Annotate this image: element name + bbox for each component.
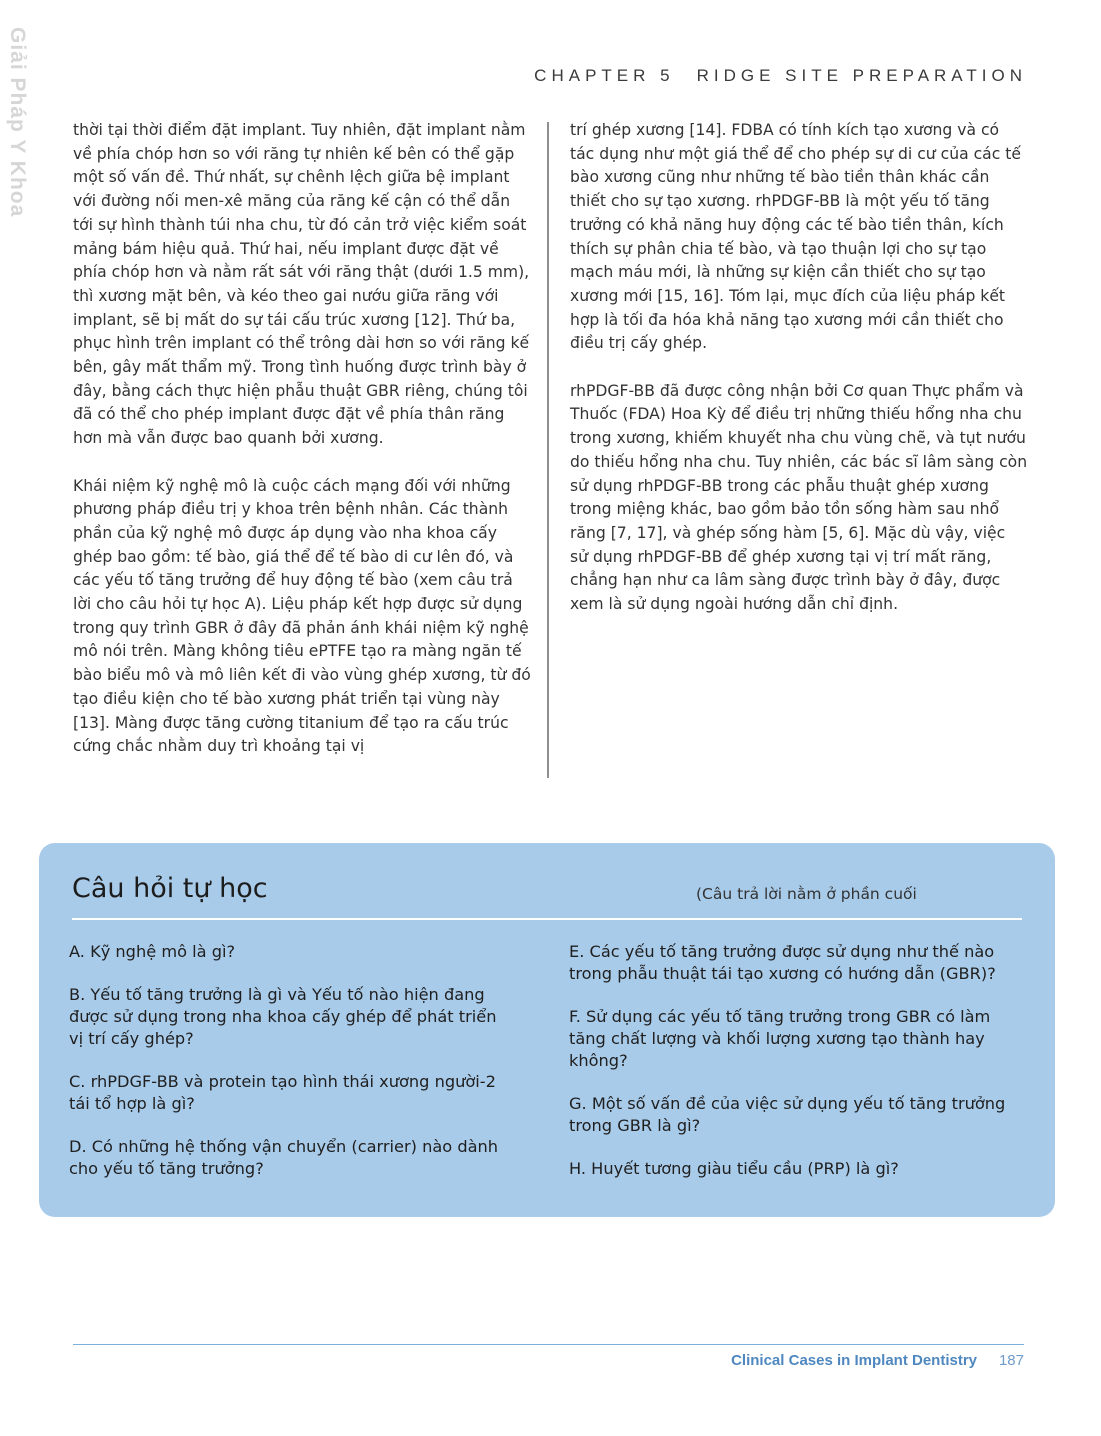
question-item: E. Các yếu tố tăng trưởng được sử dụng như thế nào trong phẫu thuật tái tạo xương có hướng dẫn (GBR)? [569, 942, 996, 983]
question-item: B. Yếu tố tăng trưởng là gì và Yếu tố nào hiện đang được sử dụng trong nha khoa cấy ghép để phát triển vị trí cấy ghép? [69, 985, 497, 1048]
question-item: A. Kỹ nghệ mô là gì? [69, 942, 236, 961]
question-item: D. Có những hệ thống vận chuyển (carrier) nào dành cho yếu tố tăng trưởng? [69, 1137, 499, 1178]
question-item: C. rhPDGF-BB và protein tạo hình thái xương người-2 tái tổ hợp là gì? [69, 1072, 496, 1113]
self-study-note: (Câu trả lời nằm ở phần cuối [696, 885, 917, 903]
chapter-label: CHAPTER 5 [534, 66, 675, 85]
footer-rule [73, 1344, 1024, 1345]
body-paragraph: thời tại thời điểm đặt implant. Tuy nhiên, đặt implant nằm về phía chóp hơn so với răng tự nhiên kế bên có thể gặp một số vấn đề. Thứ nhất, sự chênh lệch giữa bệ implant với đường nối men-xê măng của răng kế cận có thể dẫn tới sự hình thành túi nha chu, từ đó cản trở việc kiểm soát mảng bám hiệu quả. Thứ hai, nếu implant được đặt về phía chóp hơn và nằm rất sát với răng thật (dưới 1.5 mm), thì xương mặt bên, và kéo theo gai nướu giữa răng với implant, sẽ bị mất do sự tái cấu trúc xương [12]. Thứ ba, phục hình trên implant có thể trông dài hơn so với răng kế bên, gây mất thẩm mỹ. Trong tình huống được trình bày ở đây, bằng cách thực hiện phẫu thuật GBR riêng, chúng tôi đã có thể cho phép implant được đặt về phía thân răng hơn mà vẫn được bao quanh bởi xương. [73, 121, 530, 448]
footer-book-title: Clinical Cases in Implant Dentistry [731, 1352, 977, 1369]
body-paragraph: trí ghép xương [14]. FDBA có tính kích tạo xương và có tác dụng như một giá thể để cho phép sự di cư của các tế bào xương cũng như những tế bào tiền thân khác cần thiết cho sự tạo xương. rhPDGF-BB là một yếu tố tăng trưởng có khả năng huy động các tế bào tiền thân, kích thích sự phân chia tế bào, và tạo thuận lợi cho sự tạo mạch máu mới, là những sự kiện cần thiết cho sự tạo xương mới [15, 16]. Tóm lại, mục đích của liệu pháp kết hợp là tối đa hóa khả năng tạo xương mới cần thiết cho điều trị cấy ghép. [570, 121, 1021, 353]
chapter-header [534, 66, 1027, 86]
page-number: 187 [998, 1352, 1024, 1369]
questions-left [69, 941, 509, 1201]
self-study-title: Câu hỏi tự học [72, 873, 268, 904]
self-study-box [39, 843, 1055, 1217]
body-column-left [73, 119, 531, 783]
column-divider [547, 122, 549, 778]
self-study-divider [72, 918, 1022, 920]
body-paragraph: Khái niệm kỹ nghệ mô là cuộc cách mạng đối với những phương pháp điều trị y khoa trên bệnh nhân. Các thành phần của kỹ nghệ mô được áp dụng vào nha khoa cấy ghép bao gồm: tế bào, giá thể để tế bào di cư lên đó, và các yếu tố tăng trưởng để huy động tế bào (xem câu trả lời cho câu hỏi tự học A). Liệu pháp kết hợp được sử dụng trong quy trình GBR ở đây đã phản ánh khái niệm kỹ nghệ mô nói trên. Màng không tiêu ePTFE tạo ra màng ngăn tế bào biểu mô và mô liên kết đi vào vùng ghép xương, từ đó tạo điều kiện cho tế bào xương phát triển tại vùng này [13]. Màng được tăng cường titanium để tạo ra cấu trúc cứng chắc nhằm duy trì khoảng tại vị [73, 476, 531, 756]
question-item: G. Một số vấn đề của việc sử dụng yếu tố tăng trưởng trong GBR là gì? [569, 1094, 1006, 1135]
watermark-text: Giải Pháp Y Khoa [6, 27, 29, 218]
questions-right [569, 941, 1009, 1201]
section-label: RIDGE SITE PREPARATION [696, 66, 1027, 85]
question-item: F. Sử dụng các yếu tố tăng trưởng trong GBR có làm tăng chất lượng và khối lượng xương tạo thành hay không? [569, 1007, 991, 1070]
question-item: H. Huyết tương giàu tiểu cầu (PRP) là gì? [569, 1159, 899, 1178]
body-column-right [570, 119, 1028, 640]
body-paragraph: rhPDGF-BB đã được công nhận bởi Cơ quan Thực phẩm và Thuốc (FDA) Hoa Kỳ để điều trị những thiếu hổng nha chu trong xương, khiếm khuyết nha chu vùng chẽ, và tụt nướu do thiếu hổng nha chu. Tuy nhiên, các bác sĩ lâm sàng còn sử dụng rhPDGF-BB trong các phẫu thuật ghép xương trong miệng khác, bao gồm bảo tồn sống hàm sau nhổ răng [7, 17], và ghép sống hàm [5, 6]. Mặc dù vậy, việc sử dụng rhPDGF-BB để ghép xương tại vị trí mất răng, chẳng hạn như ca lâm sàng được trình bày ở đây, được xem là sử dụng ngoài hướng dẫn chỉ định. [570, 381, 1028, 614]
